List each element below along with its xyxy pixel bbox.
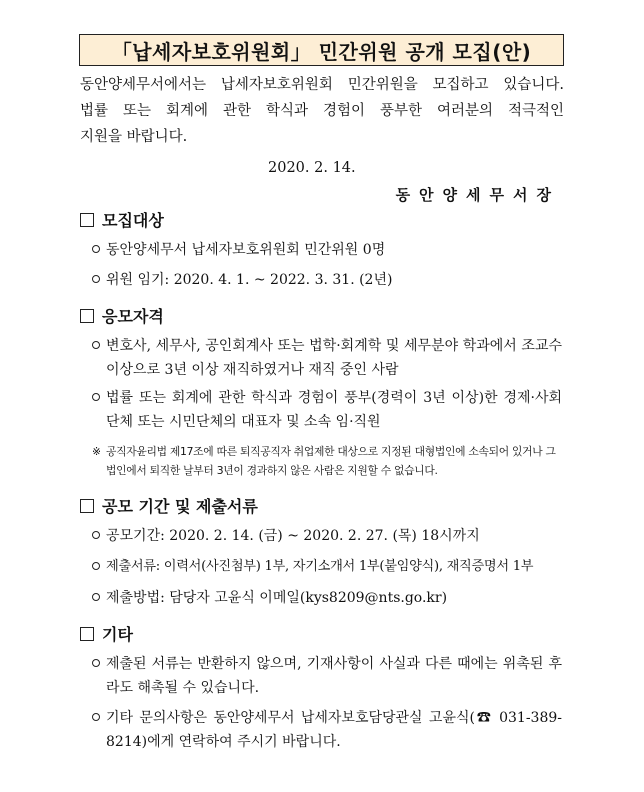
- circle-bullet-icon: [92, 245, 100, 253]
- intro-line-3: 지원을 바랍니다.: [80, 129, 188, 145]
- section-recruit-heading: [80, 208, 164, 231]
- list-item: [92, 706, 562, 754]
- list-item: [92, 555, 562, 579]
- list-item: [92, 238, 562, 262]
- circle-bullet-icon: [92, 659, 100, 667]
- document-title: 「납세자보호위원회」 민간위원 공개 모집(안): [79, 34, 564, 66]
- circle-bullet-icon: [92, 531, 100, 539]
- list-item: [92, 268, 562, 292]
- section-heading-text: 모집대상: [102, 211, 164, 230]
- section-heading-text: 공모 기간 및 제출서류: [102, 497, 258, 516]
- list-item-text: 위원 임기: 2020. 4. 1. ~ 2022. 3. 31. (2년): [106, 272, 393, 288]
- circle-bullet-icon: [92, 275, 100, 283]
- section-heading-text: 응모자격: [102, 307, 164, 326]
- square-bullet-icon: [80, 213, 94, 227]
- circle-bullet-icon: [92, 393, 100, 401]
- list-item-text: 공모기간: 2020. 2. 14. (금) ~ 2020. 2. 27. (목) 18시까지: [106, 528, 480, 544]
- list-item: [92, 586, 562, 610]
- list-item-text: 법률 또는 회계에 관한 학식과 경험이 풍부(경력이 3년 이상)한 경제·사회단체 또는 시민단체의 대표자 및 소속 임·직원: [106, 390, 562, 430]
- list-item-text: 동안양세무서 납세자보호위원회 민간위원 0명: [106, 242, 386, 258]
- issuer-name: 동안양세무서장: [395, 186, 560, 204]
- list-item-text: 제출된 서류는 반환하지 않으며, 기재사항이 사실과 다른 때에는 위촉된 후라도 해촉될 수 있습니다.: [106, 656, 562, 696]
- circle-bullet-icon: [92, 562, 100, 570]
- circle-bullet-icon: [92, 593, 100, 601]
- square-bullet-icon: [80, 309, 94, 323]
- square-bullet-icon: [80, 499, 94, 513]
- square-bullet-icon: [80, 627, 94, 641]
- circle-bullet-icon: [92, 713, 100, 721]
- notice-date: 2020. 2. 14.: [268, 160, 356, 176]
- list-item-text: 기타 문의사항은 동안양세무서 납세자보호담당관실 고윤식(☎ 031-389-8214)에게 연락하여 주시기 바랍니다.: [106, 710, 562, 750]
- note-mark: ※: [92, 445, 101, 458]
- note-text: 공직자윤리법 제17조에 따른 퇴직공직자 취업제한 대상으로 지정된 대형법인에 소속되어 있거나 그 법인에서 퇴직한 날부터 3년이 경과하지 않은 사람은 지원할 수 없습니다.: [106, 445, 556, 477]
- list-item-text: 제출방법: 담당자 고윤식 이메일(kys8209@nts.go.kr): [106, 590, 448, 606]
- list-item: [92, 524, 562, 548]
- section-qualification-heading: [80, 304, 164, 327]
- list-item-text: 변호사, 세무사, 공인회계사 또는 법학·회계학 및 세무분야 학과에서 조교수 이상으로 3년 이상 재직하였거나 재직 중인 사람: [106, 338, 562, 378]
- list-item: [92, 652, 562, 700]
- circle-bullet-icon: [92, 341, 100, 349]
- section-period-heading: [80, 494, 258, 517]
- section-etc-heading: [80, 622, 133, 645]
- list-item: [92, 386, 562, 434]
- section-heading-text: 기타: [102, 625, 133, 644]
- list-item-text: 제출서류: 이력서(사진첨부) 1부, 자기소개서 1부(붙임양식), 재직증명서 1부: [106, 559, 534, 574]
- intro-line-1: 동안양세무서에서는 납세자보호위원회 민간위원을 모집하고 있습니다.: [80, 77, 564, 93]
- list-item: [92, 334, 562, 382]
- qualification-note: [92, 442, 564, 480]
- intro-line-2: 법률 또는 회계에 관한 학식과 경험이 풍부한 여러분의 적극적인: [80, 103, 564, 119]
